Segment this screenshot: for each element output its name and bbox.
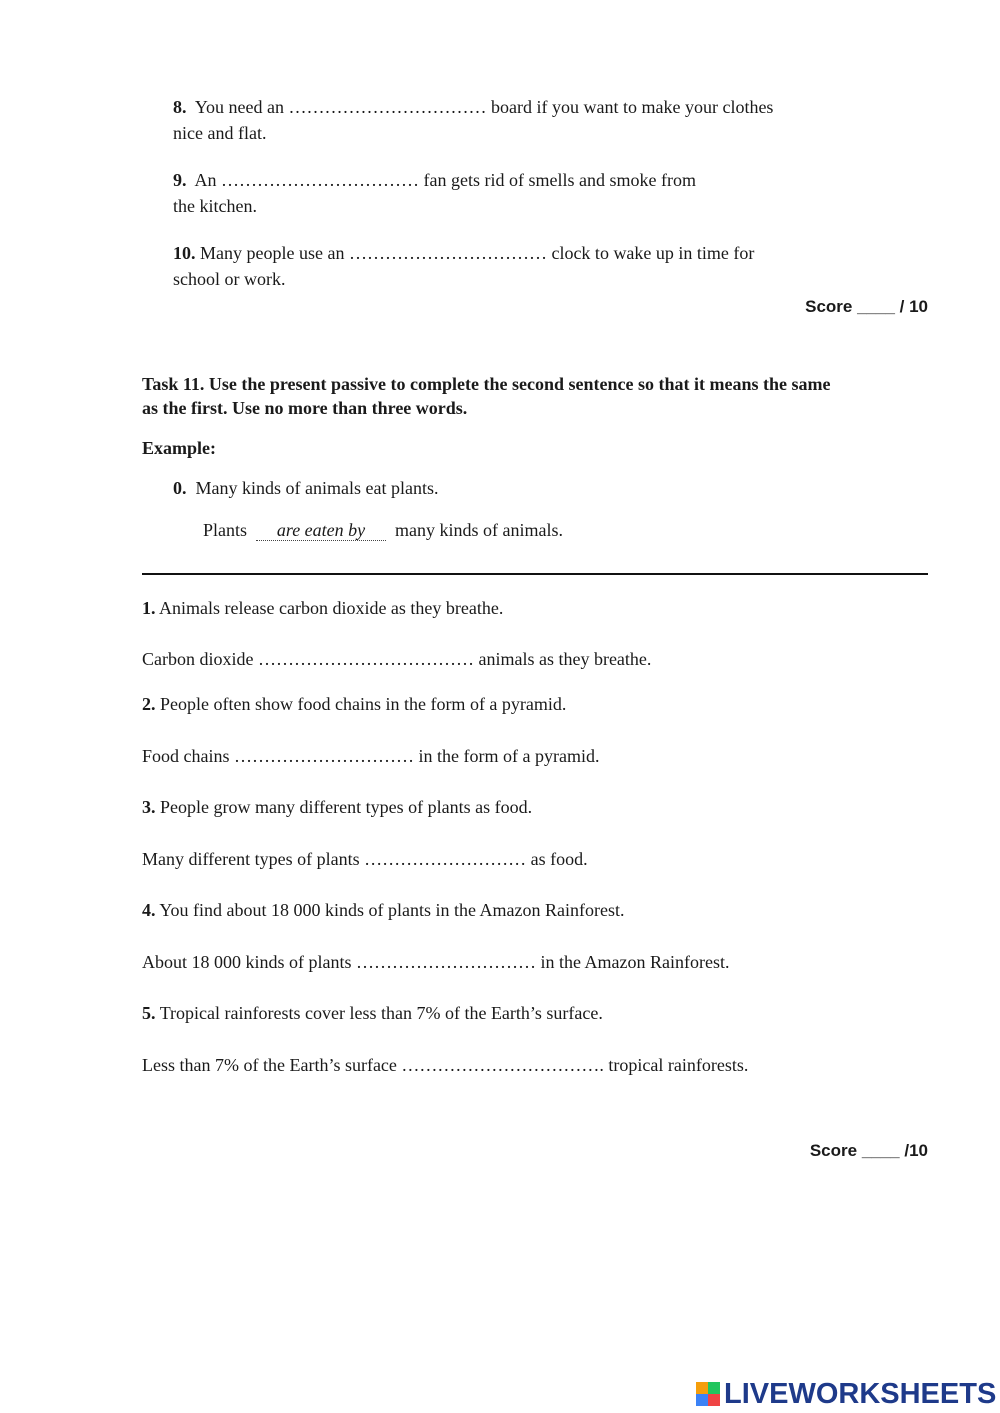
example-sentence xyxy=(173,475,438,501)
logo-square-tl xyxy=(696,1382,708,1394)
question-number: 4. xyxy=(142,900,156,920)
item-text: Many people use an …………………………… clock to wake up in time for xyxy=(200,243,755,263)
item-9-continuation: the kitchen. xyxy=(173,196,257,216)
item-8 xyxy=(173,94,773,120)
question-number: 2. xyxy=(142,694,156,714)
question-3-rewrite: Many different types of plants ……………………… as food. xyxy=(142,849,588,869)
task11-heading-line1: Task 11. Use the present passive to complete the second sentence so that it means the same xyxy=(142,374,831,394)
example-answer-blank: are eaten by xyxy=(256,520,386,541)
logo-square-br xyxy=(708,1394,720,1406)
question-sentence: Tropical rainforests cover less than 7% of the Earth’s surface. xyxy=(159,1003,603,1023)
item-number: 8. xyxy=(173,97,187,117)
item-text: You need an …………………………… board if you want to make your clothes xyxy=(194,97,774,117)
divider-line xyxy=(142,573,928,575)
item-number: 10. xyxy=(173,243,196,263)
score-task11: Score ____ /10 xyxy=(809,1141,928,1160)
question-number: 5. xyxy=(142,1003,156,1023)
question-2-rewrite: Food chains ………………………… in the form of a pyramid. xyxy=(142,746,600,766)
item-8-continuation: nice and flat. xyxy=(173,123,267,143)
logo-square-bl xyxy=(696,1394,708,1406)
question-1-rewrite: Carbon dioxide ……………………………… animals as they breathe. xyxy=(142,649,652,669)
question-number: 3. xyxy=(142,797,156,817)
example-answer xyxy=(203,517,563,543)
task11-heading-line2: as the first. Use no more than three words. xyxy=(142,398,468,418)
question-5-rewrite: Less than 7% of the Earth’s surface ……………………………. tropical rainforests. xyxy=(142,1055,749,1075)
question-number: 1. xyxy=(142,598,156,618)
example-answer-suffix: many kinds of animals. xyxy=(395,520,563,540)
question-sentence: You find about 18 000 kinds of plants in the Amazon Rainforest. xyxy=(159,900,625,920)
liveworksheets-logo-icon xyxy=(696,1382,720,1406)
score-part1: Score ____ / 10 xyxy=(805,297,928,316)
question-4-rewrite: About 18 000 kinds of plants ………………………… in the Amazon Rainforest. xyxy=(142,952,730,972)
question-sentence: Animals release carbon dioxide as they breathe. xyxy=(159,598,504,618)
question-sentence: People grow many different types of plants as food. xyxy=(160,797,533,817)
question-1 xyxy=(142,595,503,621)
item-10-continuation: school or work. xyxy=(173,269,286,289)
liveworksheets-logo xyxy=(696,1378,996,1410)
example-answer-prefix: Plants xyxy=(203,520,248,540)
item-9 xyxy=(173,167,696,193)
item-10 xyxy=(173,240,754,266)
question-3 xyxy=(142,794,532,820)
example-label: Example: xyxy=(142,438,216,458)
example-number: 0. xyxy=(173,478,187,498)
logo-square-tr xyxy=(708,1382,720,1394)
logo-text: LIVEWORKSHEETS xyxy=(724,1378,997,1410)
item-text: An …………………………… fan gets rid of smells and smoke from xyxy=(194,170,696,190)
question-4 xyxy=(142,897,624,923)
question-5 xyxy=(142,1000,603,1026)
example-text: Many kinds of animals eat plants. xyxy=(195,478,439,498)
question-sentence: People often show food chains in the form of a pyramid. xyxy=(160,694,567,714)
question-2 xyxy=(142,691,566,717)
item-number: 9. xyxy=(173,170,187,190)
